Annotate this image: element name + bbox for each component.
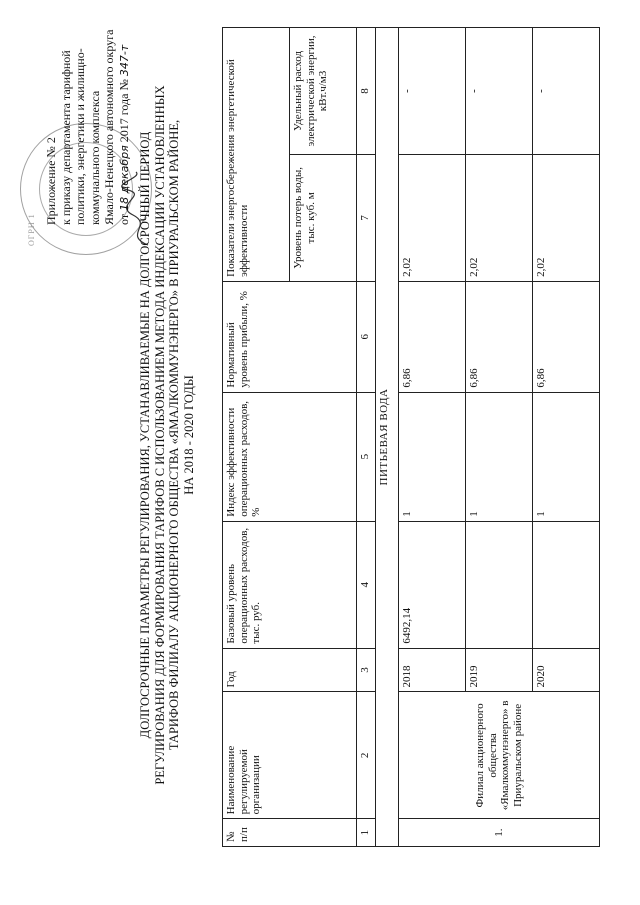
cell-year: 2020	[533, 648, 600, 692]
annex-block	[44, 5, 132, 225]
header-loss: Уровень потерь воды, тыс. куб. м	[290, 154, 357, 281]
annex-line-5: Ямало-Ненецкого автономного округа	[102, 29, 116, 225]
section-title: ПИТЬЕВАЯ ВОДА	[376, 28, 399, 847]
cell-power: -	[466, 28, 533, 155]
cell-profit: 6,86	[533, 281, 600, 392]
row-number: 1.	[399, 819, 600, 847]
header-energy-group: Показатели энергосбережения энергетической эффективности	[223, 28, 290, 282]
table-row	[399, 28, 466, 847]
title-line-2: РЕГУЛИРОВАНИЯ ДЛЯ ФОРМИРОВАНИЯ ТАРИФОВ С ИСПОЛЬЗОВАНИЕМ МЕТОДА ИНДЕКСАЦИИ УСТАНОВЛЕННЫХ	[152, 85, 167, 785]
header-index: Индекс эффективности операционных расходов, %	[223, 392, 357, 521]
annex-date: 18 декабря	[117, 145, 131, 211]
annex-order-number: 347-т	[117, 44, 131, 77]
cell-base: 6492,14	[399, 521, 466, 648]
cell-index: 1	[466, 392, 533, 521]
header-year: Год	[223, 648, 357, 692]
header-org: Наименование регулируемой организации	[223, 692, 357, 819]
title-line-3: ТАРИФОВ ФИЛИАЛУ АКЦИОНЕРНОГО ОБЩЕСТВА «ЯМАЛКОММУНЭНЕРГО» В ПРИУРАЛЬСКОМ РАЙОНЕ,	[167, 119, 181, 751]
col-number: 8	[357, 28, 376, 155]
annex-date-mid: 2017 года №	[116, 79, 131, 143]
cell-year: 2019	[466, 648, 533, 692]
col-number: 3	[357, 648, 376, 692]
col-number: 7	[357, 154, 376, 281]
annex-line-6	[117, 5, 133, 225]
cell-base	[533, 521, 600, 648]
col-number: 4	[357, 521, 376, 648]
cell-loss: 2,02	[533, 154, 600, 281]
col-number: 6	[357, 281, 376, 392]
annex-line-3: политики, энергетики и жилищно-	[73, 48, 87, 225]
org-name: Филиал акционерного общества «Ямалкоммунэнерго» в Приуральском районе	[399, 692, 600, 819]
title-line-1: ДОЛГОСРОЧНЫЕ ПАРАМЕТРЫ РЕГУЛИРОВАНИЯ, УСТАНАВЛИВАЕМЫЕ НА ДОЛГОСРОЧНЫЙ ПЕРИОД	[138, 131, 152, 739]
annex-line-2: к приказу департамента тарифной	[58, 50, 73, 225]
col-number: 1	[357, 819, 376, 847]
annex-line-4: коммунального комплекса	[87, 90, 102, 225]
cell-loss: 2,02	[466, 154, 533, 281]
cell-year: 2018	[399, 648, 466, 692]
title-line-4: НА 2018 - 2020 ГОДЫ	[181, 375, 196, 495]
parameters-table	[222, 27, 600, 847]
annex-number: Приложение № 2	[44, 137, 58, 225]
header-profit: Нормативный уровень прибыли, %	[223, 281, 357, 392]
cell-power: -	[533, 28, 600, 155]
annex-date-prefix: от	[116, 213, 131, 225]
document-title	[138, 55, 196, 815]
header-no: № п/п	[223, 819, 357, 847]
cell-base	[466, 521, 533, 648]
stamp-text: ОГРН 1	[27, 213, 36, 246]
cell-profit: 6,86	[466, 281, 533, 392]
header-power: Удельный расход электрической энергии, кВт.ч/м3	[290, 28, 357, 155]
section-row	[376, 28, 399, 847]
cell-profit: 6,86	[399, 281, 466, 392]
header-row	[223, 28, 290, 847]
col-number: 5	[357, 392, 376, 521]
cell-index: 1	[399, 392, 466, 521]
header-base: Базовый уровень операционных расходов, тыс. руб.	[223, 521, 357, 648]
col-number: 2	[357, 692, 376, 819]
cell-loss: 2,02	[399, 154, 466, 281]
cell-power: -	[399, 28, 466, 155]
numbering-row	[357, 28, 376, 847]
cell-index: 1	[533, 392, 600, 521]
